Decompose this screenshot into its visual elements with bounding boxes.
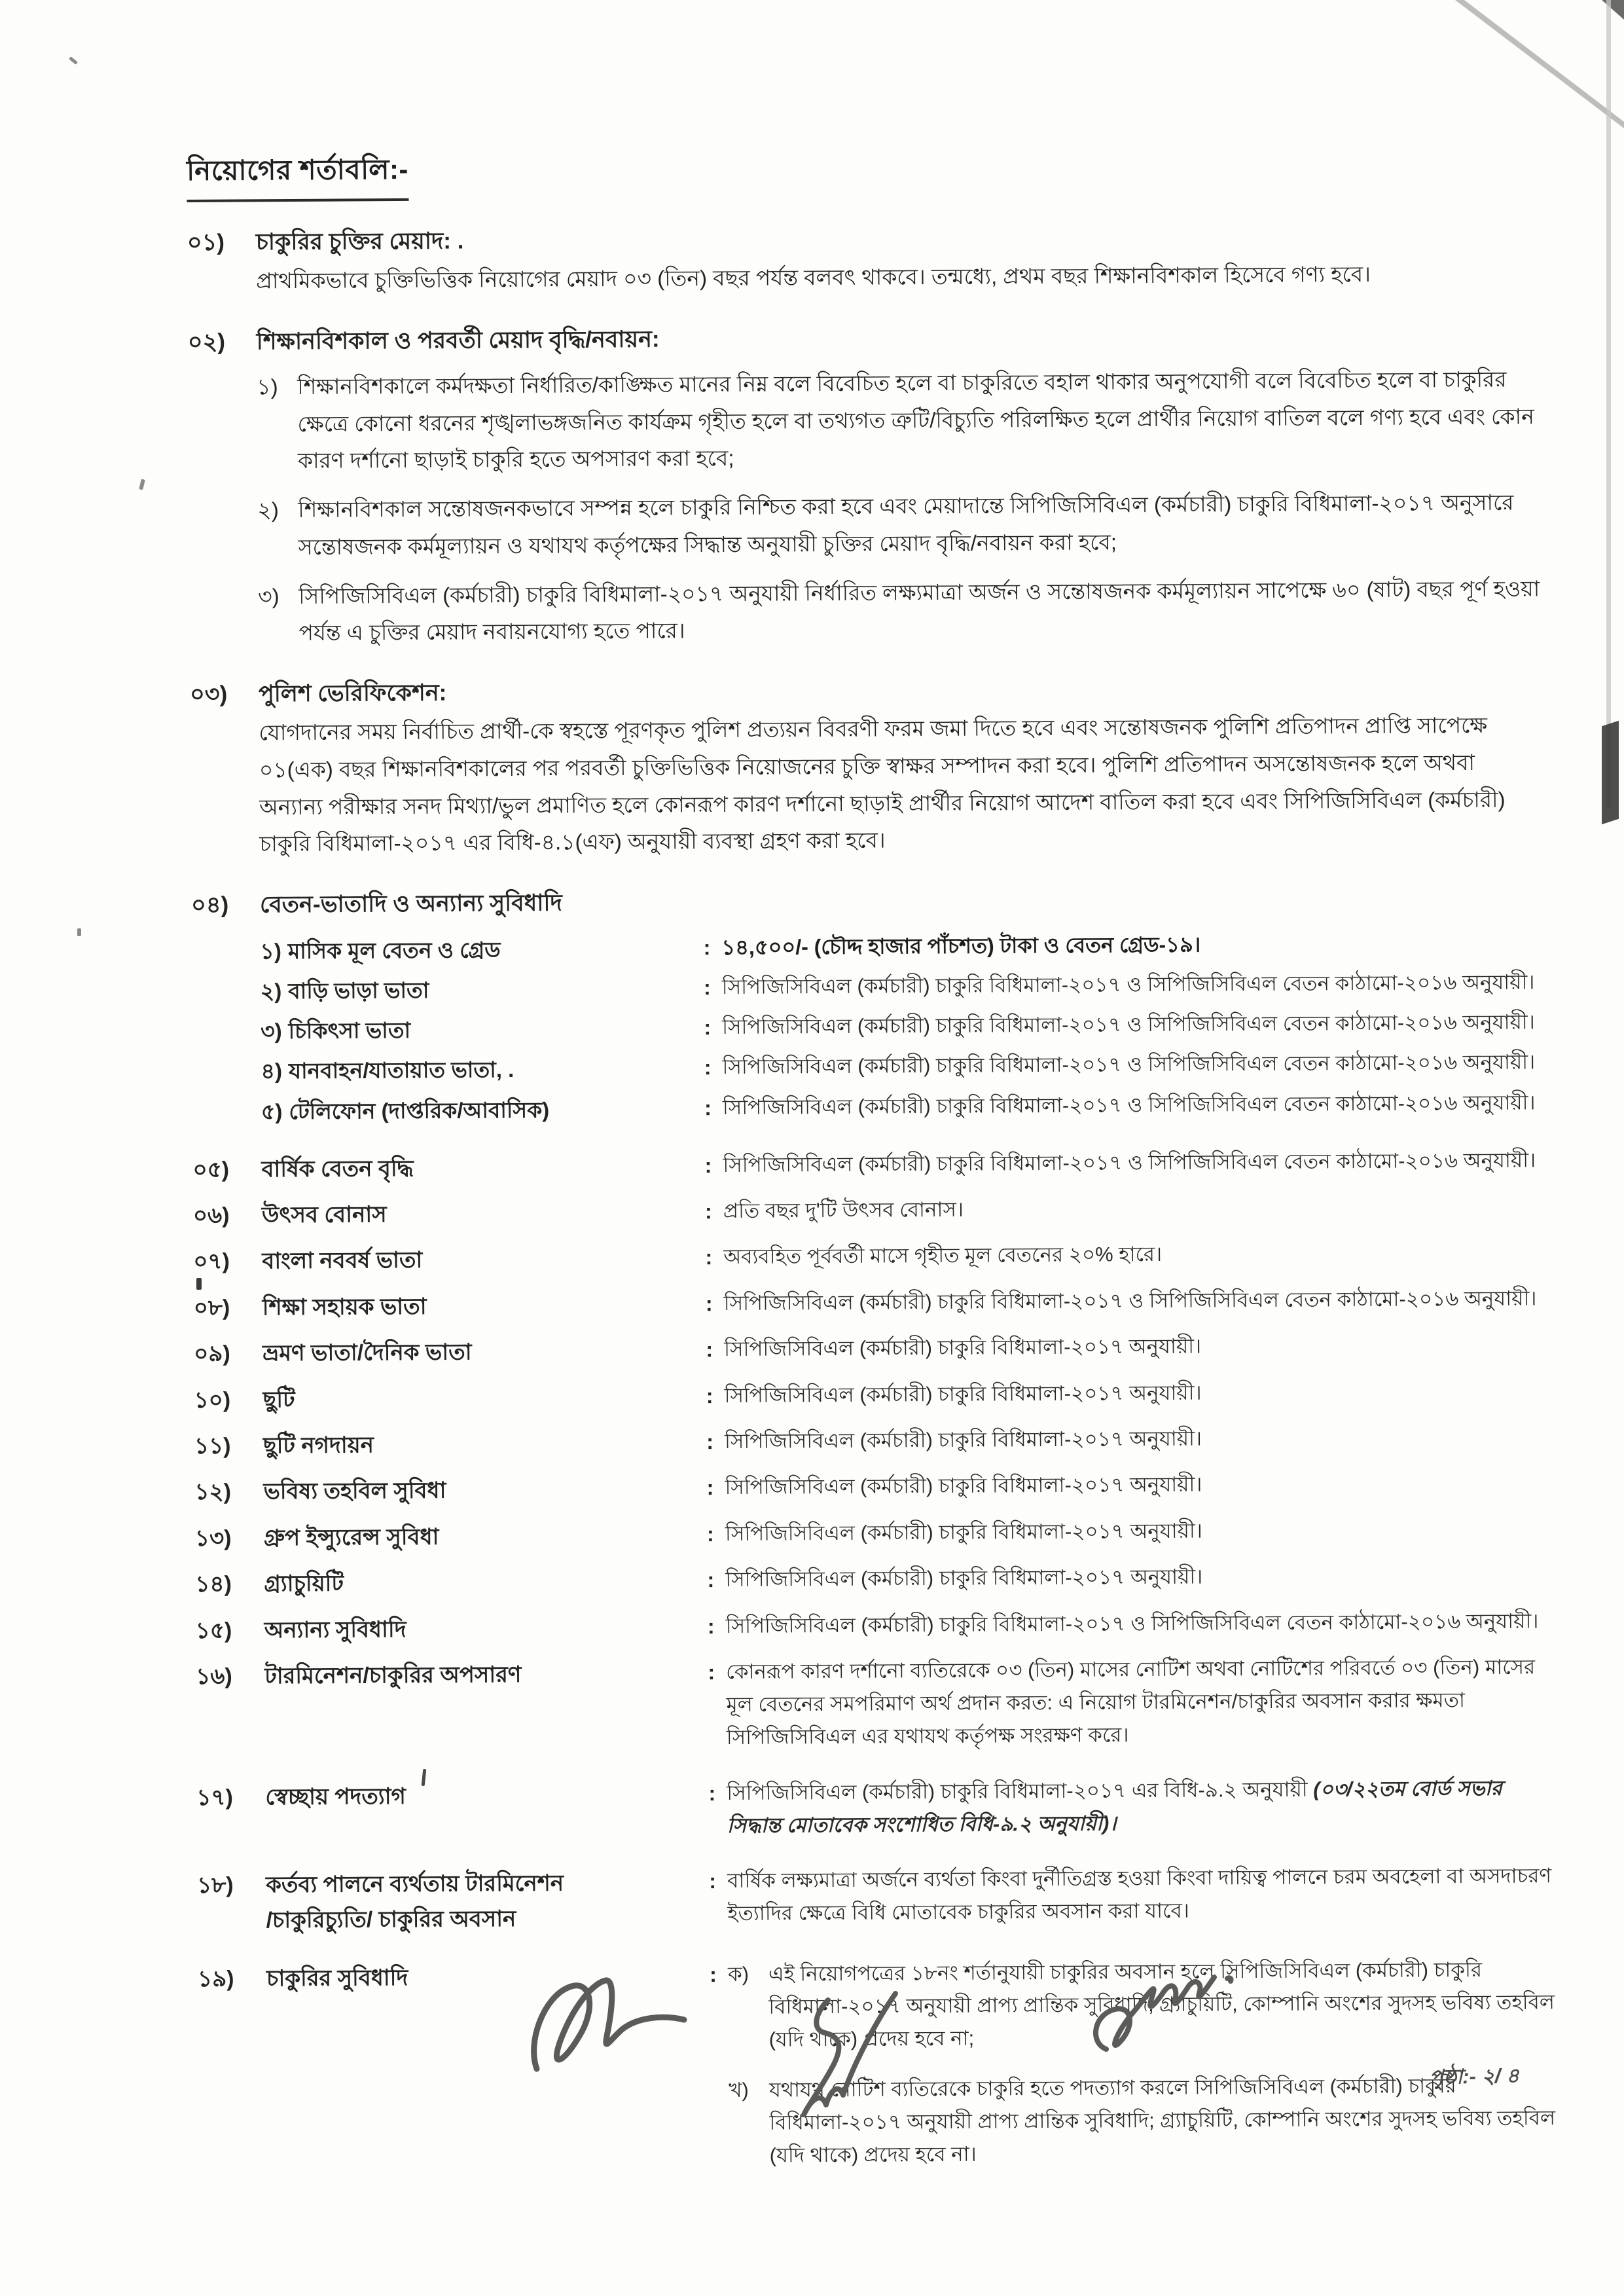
row-value: ১৪,৫০০/- (চৌদ্দ হাজার পাঁচশত) টাকা ও বেতন গ্রেড-১৯।: [721, 932, 1201, 960]
row-value: সিপিজিসিবিএল (কর্মচারী) চাকুরি বিধিমালা-২০১৭ ও সিপিজিসিবিএল বেতন কাঠামো-২০১৬ অনুযায়ী।: [723, 1286, 1537, 1315]
benefit-row-leave-encashment: [194, 1420, 1553, 1464]
row-label: ভ্রমণ ভাতা/দৈনিক ভাতা: [262, 1339, 472, 1366]
row-number: ১৫): [195, 1618, 232, 1643]
row-label: বাড়ি ভাড়া ভাতা: [288, 977, 429, 1004]
item-text: সিপিজিসিবিএল (কর্মচারী) চাকুরি বিধিমালা-২০১৭ অনুযায়ী নির্ধারিত লক্ষ্যমাত্রা অর্জন ও সন্তোষজনক কর্মমূল্যায়ন সাপেক্ষে ৬০ (ষাট) বছর পূর্ণ হওয়া পর্যন্ত এ চুক্তির মেয়াদ নবায়নযোগ্য হতে পারে।: [298, 575, 1540, 646]
row-label: যানবাহন/যাতায়াত ভাতা, .: [288, 1057, 514, 1084]
row-value: প্রতি বছর দু'টি উৎসব বোনাস।: [723, 1197, 964, 1223]
row-value: সিপিজিসিবিএল (কর্মচারী) চাকুরি বিধিমালা-২০১৭ ও সিপিজিসিবিএল বেতন কাঠামো-২০১৬ অনুযায়ী।: [722, 1010, 1535, 1039]
row-number: ১১): [194, 1433, 231, 1459]
scan-edge-mark: [1602, 721, 1619, 824]
row-label: টেলিফোন (দাপ্তরিক/আবাসিক): [289, 1097, 550, 1123]
row-label: ছুটি: [262, 1387, 295, 1412]
section-02-item-2: [257, 484, 1541, 566]
colon-separator: :: [703, 975, 711, 1000]
row-number: ০৫): [192, 1157, 230, 1182]
row-value: সিপিজিসিবিএল (কর্মচারী) চাকুরি বিধিমালা-২০১৭ ও সিপিজিসিবিএল বেতন কাঠামো-২০১৬ অনুযায়ী।: [723, 1148, 1536, 1176]
salary-row-medical: [261, 1007, 1550, 1048]
row-number: ১৬): [196, 1664, 232, 1689]
point-marker: ক): [727, 1962, 749, 1986]
section-03-police-verification: [190, 668, 1549, 864]
page-fold-corner: [1464, 0, 1624, 122]
colon-separator: :: [704, 1199, 712, 1224]
row-number: ০৯): [194, 1341, 230, 1367]
colon-separator: :: [705, 1245, 713, 1269]
item-number: ১): [257, 374, 278, 399]
row-label: শিক্ষা সহায়ক ভাতা: [262, 1294, 427, 1321]
colon-separator: :: [709, 1869, 717, 1893]
row-number: ২): [260, 979, 282, 1004]
section-01-number: ০১): [187, 229, 225, 255]
section-04-number: ০৪): [190, 892, 229, 918]
section-03-body: যোগদানের সময় নির্বাচিত প্রার্থী-কে স্বহস্তে পূরণকৃত পুলিশ প্রত্যয়ন বিবরণী ফরম জমা দিতে হবে এবং সন্তোষজনক পুলিশি প্রতিপাদন প্রাপ্তি সাপেক্ষে ০১(এক) বছর শিক্ষানবিশকালের পর পরবর্তী চুক্তিভিত্তিক নিয়োজনের চুক্তি স্বাক্ষর সম্পাদন করা হবে। পুলিশি প্রতিপাদন অসন্তোষজনক হলে অথবা অন্যান্য পরীক্ষার সনদ মিথ্যা/ভুল প্রমাণিত হলে কোনরূপ কারণ দর্শানো ছাড়াই প্রার্থীর নিয়োগ আদেশ বাতিল করা হবে এবং সিপিজিসিবিএল (কর্মচারী) চাকুরি বিধিমালা-২০১৭ এর বিধি-৪.১(এফ) অনুযায়ী ব্যবস্থা গ্রহণ করা হবে।: [259, 712, 1506, 856]
benefit-row-boishakh-allowance: [193, 1236, 1551, 1280]
benefit-row-other-benefits: [196, 1605, 1554, 1649]
row-number: ৫): [261, 1099, 283, 1123]
row-value: সিপিজিসিবিএল (কর্মচারী) চাকুরি বিধিমালা-২০১৭ ও সিপিজিসিবিএল বেতন কাঠামো-২০১৬ অনুযায়ী।: [721, 970, 1535, 999]
row-number: ১৯): [197, 1966, 234, 1992]
row-value-regular: সিপিজিসিবিএল (কর্মচারী) চাকুরি বিধিমালা-২০১৭ এর বিধি-৯.২ অনুযায়ী: [727, 1777, 1314, 1804]
salary-row-telephone: [261, 1087, 1551, 1128]
row-number: ০৬): [192, 1203, 230, 1229]
row-number: ০৮): [193, 1295, 230, 1321]
row-number: ০৭): [193, 1249, 230, 1275]
section-01-contract-term: [187, 216, 1546, 300]
row-value: সিপিজিসিবিএল (কর্মচারী) চাকুরি বিধিমালা-২০১৭ ও সিপিজিসিবিএল বেতন কাঠামো-২০১৬ অনুযায়ী।: [722, 1050, 1536, 1079]
section-01-title: চাকুরির চুক্তির মেয়াদ: .: [255, 228, 464, 255]
row-value-italic: (০৩/২২তম বোর্ড সভার সিদ্ধান্ত মোতাবেক সংশোধিত বিধি-৯.২ অনুযায়ী)।: [727, 1776, 1502, 1837]
colon-separator: :: [705, 1291, 713, 1316]
row-number: ১৩): [194, 1525, 232, 1551]
point-text: যথাযথ নোটিশ ব্যতিরেকে চাকুরি হতে পদত্যাগ করলে সিপিজিসিবিএল (কর্মচারী) চাকুরি বিধিমালা-২০১৭ অনুযায়ী প্রাপ্য প্রান্তিক সুবিধাদি; গ্র্যাচুয়িটি, কোম্পানি অংশের সুদসহ ভবিষ্য তহবিল (যদি থাকে) প্রদেয় হবে না।: [769, 2073, 1556, 2167]
colon-separator: :: [706, 1338, 713, 1362]
item-number: ২): [257, 498, 279, 522]
row-value: সিপিজিসিবিএল (কর্মচারী) চাকুরি বিধিমালা-২০১৭ অনুযায়ী।: [724, 1334, 1202, 1361]
section-02-item-1: [257, 361, 1540, 480]
row-label: অন্যান্য সুবিধাদি: [264, 1616, 406, 1643]
scan-speck: [139, 479, 145, 490]
scan-speck: [77, 928, 81, 936]
benefit-row-provident-fund: [194, 1467, 1553, 1510]
colon-separator: :: [706, 1430, 714, 1454]
benefit-row-festival-bonus: [193, 1190, 1551, 1233]
benefit-row-termination: [196, 1650, 1555, 1757]
footer-page-number: পৃষ্ঠা:- ২/ ৪: [1429, 2064, 1520, 2089]
row-label: চাকুরির সুবিধাদি: [266, 1965, 408, 1992]
scan-edge-band: [1606, 0, 1611, 809]
row-label: গ্র্যাচুয়িটি: [264, 1571, 344, 1597]
row-label-line1: কর্তব্য পালনে ব্যর্থতায় টারমিনেশন: [266, 1870, 564, 1898]
signature-2-image: [792, 1984, 923, 2128]
benefit-row-group-insurance: [195, 1512, 1553, 1556]
row-label: বার্ষিক বেতন বৃদ্ধি: [261, 1156, 414, 1182]
row-label: টারমিনেশন/চাকুরির অপসারণ: [264, 1662, 522, 1689]
benefit-row-travel-allowance: [194, 1328, 1552, 1372]
scan-speck: [69, 56, 78, 65]
row-number: ১২): [194, 1480, 232, 1505]
row-number: ১): [260, 939, 282, 964]
signature-1-image: [524, 1964, 694, 2088]
row-number: ১০): [194, 1387, 231, 1413]
row-label: চিকিৎসা ভাতা: [288, 1018, 411, 1044]
row-label: বাংলা নববর্ষ ভাতা: [262, 1248, 423, 1274]
row-value: সিপিজিসিবিএল (কর্মচারী) চাকুরি বিধিমালা-২০১৭ অনুযায়ী।: [725, 1519, 1202, 1545]
row-number: ১৮): [197, 1872, 234, 1899]
item-text: শিক্ষানবিশকালে কর্মদক্ষতা নির্ধারিত/কাঙ্ক্ষিত মানের নিম্ন বলে বিবেচিত হলে বা চাকুরিতে বহাল থাকার অনুপযোগী বলে বিবেচিত হলে বা চাকুরির ক্ষেত্রে কোনো ধরনের শৃঙ্খলাভঙ্গজনিত কার্যক্রম গৃহীত হলে বা তথ্যগত ত্রুটি/বিচ্যুতি পরিলক্ষিত হলে প্রার্থীর নিয়োগ বাতিল বলে গণ্য হবে এবং কোন কারণ দর্শানো ছাড়াই চাকুরি হতে অপসারণ করা হবে;: [297, 367, 1534, 473]
colon-separator: :: [710, 1962, 717, 1987]
document-content: [187, 141, 1557, 2203]
row-value: সিপিজিসিবিএল (কর্মচারী) চাকুরি বিধিমালা-২০১৭ অনুযায়ী।: [725, 1472, 1202, 1499]
benefit-row-education-allowance: [194, 1282, 1552, 1326]
section-02-title: শিক্ষানবিশকাল ও পরবর্তী মেয়াদ বৃদ্ধি/নবায়ন:: [256, 326, 660, 355]
row-value: সিপিজিসিবিএল (কর্মচারী) চাকুরি বিধিমালা-২০১৭ অনুযায়ী।: [724, 1381, 1202, 1407]
salary-row-transport: [261, 1047, 1550, 1088]
point-marker: খ): [729, 2078, 749, 2102]
row-value: কোনরূপ কারণ দর্শানো ব্যতিরেকে ০৩ (তিন) মাসের নোটিশ অথবা নোটিশের পরিবর্তে ০৩ (তিন) মাসের মূল বেতনের সমপরিমাণ অর্থ প্রদান করত: এ নিয়োগ টারমিনেশন/চাকুরির অবসান করার ক্ষমতা সিপিজিসিবিএল এর যথাযথ কর্তৃপক্ষ সংরক্ষণ করে।: [726, 1655, 1536, 1749]
salary-row-basic-pay: [260, 926, 1549, 968]
colon-separator: :: [708, 1660, 715, 1685]
row-number: ৩): [261, 1019, 282, 1044]
row-label: উৎসব বোনাস: [261, 1202, 387, 1228]
row-value: সিপিজিসিবিএল (কর্মচারী) চাকুরি বিধিমালা-২০১৭ ও সিপিজিসিবিএল বেতন কাঠামো-২০১৬ অনুযায়ী।: [722, 1091, 1536, 1119]
page-fold-dark-edge: [1602, 0, 1624, 20]
row-label: [266, 1865, 698, 1939]
row-number: ১৭): [196, 1785, 233, 1810]
colon-separator: :: [708, 1781, 716, 1805]
colon-separator: :: [707, 1568, 715, 1592]
section-02-item-3: [258, 570, 1542, 652]
salary-row-house-rent: [261, 966, 1550, 1008]
colon-separator: :: [706, 1522, 714, 1546]
colon-separator: :: [704, 1015, 712, 1040]
row-label-line2: /চাকুরিচ্যুতি/ চাকুরির অবসান: [266, 1906, 516, 1933]
document-heading: নিয়োগের শর্তাবলি:-: [187, 148, 408, 202]
section-03-number: ০৩): [189, 681, 228, 707]
row-value: সিপিজিসিবিএল (কর্মচারী) চাকুরি বিধিমালা-২০১৭ অনুযায়ী।: [725, 1565, 1203, 1592]
benefit-row-voluntary-resignation: [196, 1772, 1555, 1846]
row-value: [727, 1772, 1555, 1842]
row-label: মাসিক মূল বেতন ও গ্রেড: [287, 938, 501, 964]
colon-separator: :: [707, 1614, 715, 1638]
colon-separator: :: [706, 1476, 714, 1500]
colon-separator: :: [703, 936, 711, 960]
section-04-title: বেতন-ভাতাদি ও অন্যান্য সুবিধাদি: [259, 890, 562, 918]
colon-separator: :: [704, 1055, 712, 1080]
item-text: শিক্ষানবিশকাল সন্তোষজনকভাবে সম্পন্ন হলে চাকুরি নিশ্চিত করা হবে এবং মেয়াদান্তে সিপিজিসিবিএল (কর্মচারী) চাকুরি বিধিমালা-২০১৭ অনুসারে সন্তোষজনক কর্মমূল্যায়ন ও যথাযথ কর্তৃপক্ষের সিদ্ধান্ত অনুযায়ী চুক্তির মেয়াদ বৃদ্ধি/নবায়ন করা হবে;: [298, 490, 1514, 559]
row-label: ভবিষ্য তহবিল সুবিধা: [263, 1478, 446, 1504]
row-label: স্বেচ্ছায় পদত্যাগ: [265, 1783, 406, 1810]
item-number: ৩): [258, 583, 280, 608]
row-value: বার্ষিক লক্ষ্যমাত্রা অর্জনে ব্যর্থতা কিংবা দুর্নীতিগ্রস্ত হওয়া কিংবা দায়িত্ব পালনে চরম অবহেলা বা অসদাচরণ ইত্যাদির ক্ষেত্রে বিধি মোতাবেক চাকুরির অবসান করা যাবে।: [727, 1864, 1552, 1925]
row-number: ৪): [261, 1059, 283, 1084]
section-02-probation: [188, 316, 1548, 653]
row-value: অব্যবহিত পূর্ববর্তী মাসে গৃহীত মূল বেতনের ২০% হারে।: [723, 1243, 1163, 1269]
row-label: গ্রুপ ইন্স্যুরেন্স সুবিধা: [263, 1524, 439, 1551]
colon-separator: :: [704, 1153, 712, 1177]
section-04-salary-benefits: [191, 879, 1551, 1128]
colon-separator: :: [706, 1383, 713, 1408]
section-02-number: ০২): [187, 329, 226, 355]
benefit-row-annual-increment: [192, 1144, 1551, 1188]
section-03-title: পুলিশ ভেরিফিকেশন:: [258, 680, 447, 707]
point-text: এই নিয়োগপত্রের ১৮নং শর্তানুযায়ী চাকুরির অবসান হলে সিপিজিসিবিএল (কর্মচারী) চাকুরি বিধিমালা-২০১৭ অনুযায়ী প্রাপ্য প্রান্তিক সুবিধাদি; গ্র্যাচুয়িটি, কোম্পানি অংশের সুদসহ ভবিষ্য তহবিল (যদি থাকে) প্রদেয় হবে না;: [768, 1958, 1555, 2051]
section-01-body: প্রাথমিকভাবে চুক্তিভিত্তিক নিয়োগের মেয়াদ ০৩ (তিন) বছর পর্যন্ত বলবৎ থাকবে। তন্মধ্যে, প্রথম বছর শিক্ষানবিশকাল হিসেবে গণ্য হবে।: [256, 261, 1371, 293]
row-label: ছুটি নগদায়ন: [262, 1432, 374, 1459]
colon-separator: :: [704, 1095, 712, 1120]
signature-3-image: [1080, 1951, 1263, 2062]
row-number: ১৪): [195, 1571, 232, 1597]
benefit-row-termination-for-failure: [197, 1859, 1556, 1939]
benefit-row-leave: [194, 1374, 1553, 1418]
row-value: সিপিজিসিবিএল (কর্মচারী) চাকুরি বিধিমালা-২০১৭ ও সিপিজিসিবিএল বেতন কাঠামো-২০১৬ অনুযায়ী।: [725, 1609, 1539, 1637]
row-value: সিপিজিসিবিএল (কর্মচারী) চাকুরি বিধিমালা-২০১৭ অনুযায়ী।: [724, 1427, 1202, 1453]
benefit-row-gratuity: [195, 1559, 1553, 1603]
